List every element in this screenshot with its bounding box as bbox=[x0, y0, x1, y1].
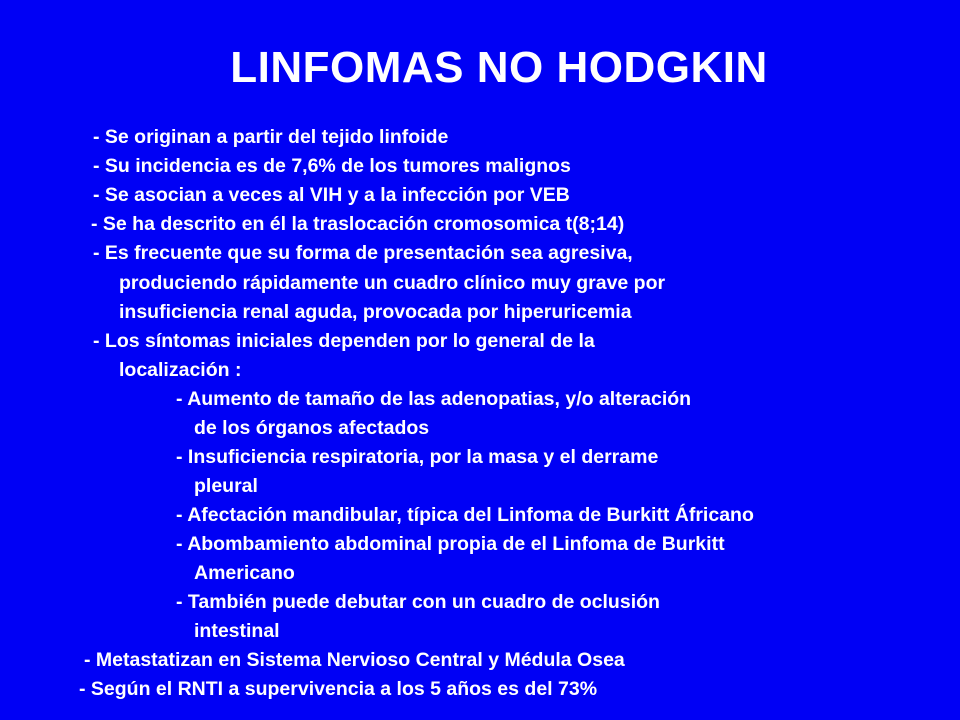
bullet-continuation: localización : bbox=[119, 359, 242, 381]
sub-bullet-line: - También puede debutar con un cuadro de oclusión bbox=[176, 591, 660, 613]
bullet-continuation: produciendo rápidamente un cuadro clínico muy grave por bbox=[119, 272, 666, 294]
bullet-line: - Se originan a partir del tejido linfoide bbox=[93, 126, 449, 148]
bullet-line: - Su incidencia es de 7,6% de los tumores malignos bbox=[93, 155, 571, 177]
bullet-continuation: insuficiencia renal aguda, provocada por hiperuricemia bbox=[119, 301, 632, 323]
sub-bullet-line: - Insuficiencia respiratoria, por la masa y el derrame bbox=[176, 446, 659, 468]
sub-bullet-continuation: intestinal bbox=[194, 620, 280, 642]
sub-bullet-continuation: pleural bbox=[194, 475, 258, 497]
bullet-line: - Se ha descrito en él la traslocación cromosomica t(8;14) bbox=[91, 213, 625, 235]
bullet-line: - Según el RNTI a supervivencia a los 5 años es del 73% bbox=[79, 678, 598, 700]
sub-bullet-line: - Afectación mandibular, típica del Linfoma de Burkitt Áfricano bbox=[176, 504, 754, 526]
bullet-line: - Se asocian a veces al VIH y a la infección por VEB bbox=[93, 184, 570, 206]
sub-bullet-continuation: Americano bbox=[194, 562, 295, 584]
bullet-line: - Los síntomas iniciales dependen por lo general de la bbox=[93, 330, 595, 352]
sub-bullet-line: - Abombamiento abdominal propia de el Linfoma de Burkitt bbox=[176, 533, 725, 555]
bullet-line: - Metastatizan en Sistema Nervioso Central y Médula Osea bbox=[84, 649, 625, 671]
sub-bullet-continuation: de los órganos afectados bbox=[194, 417, 430, 439]
sub-bullet-line: - Aumento de tamaño de las adenopatias, y/o alteración bbox=[176, 388, 692, 410]
bullet-line: - Es frecuente que su forma de presentación sea agresiva, bbox=[93, 242, 633, 264]
slide-title: LINFOMAS NO HODGKIN bbox=[230, 43, 768, 92]
